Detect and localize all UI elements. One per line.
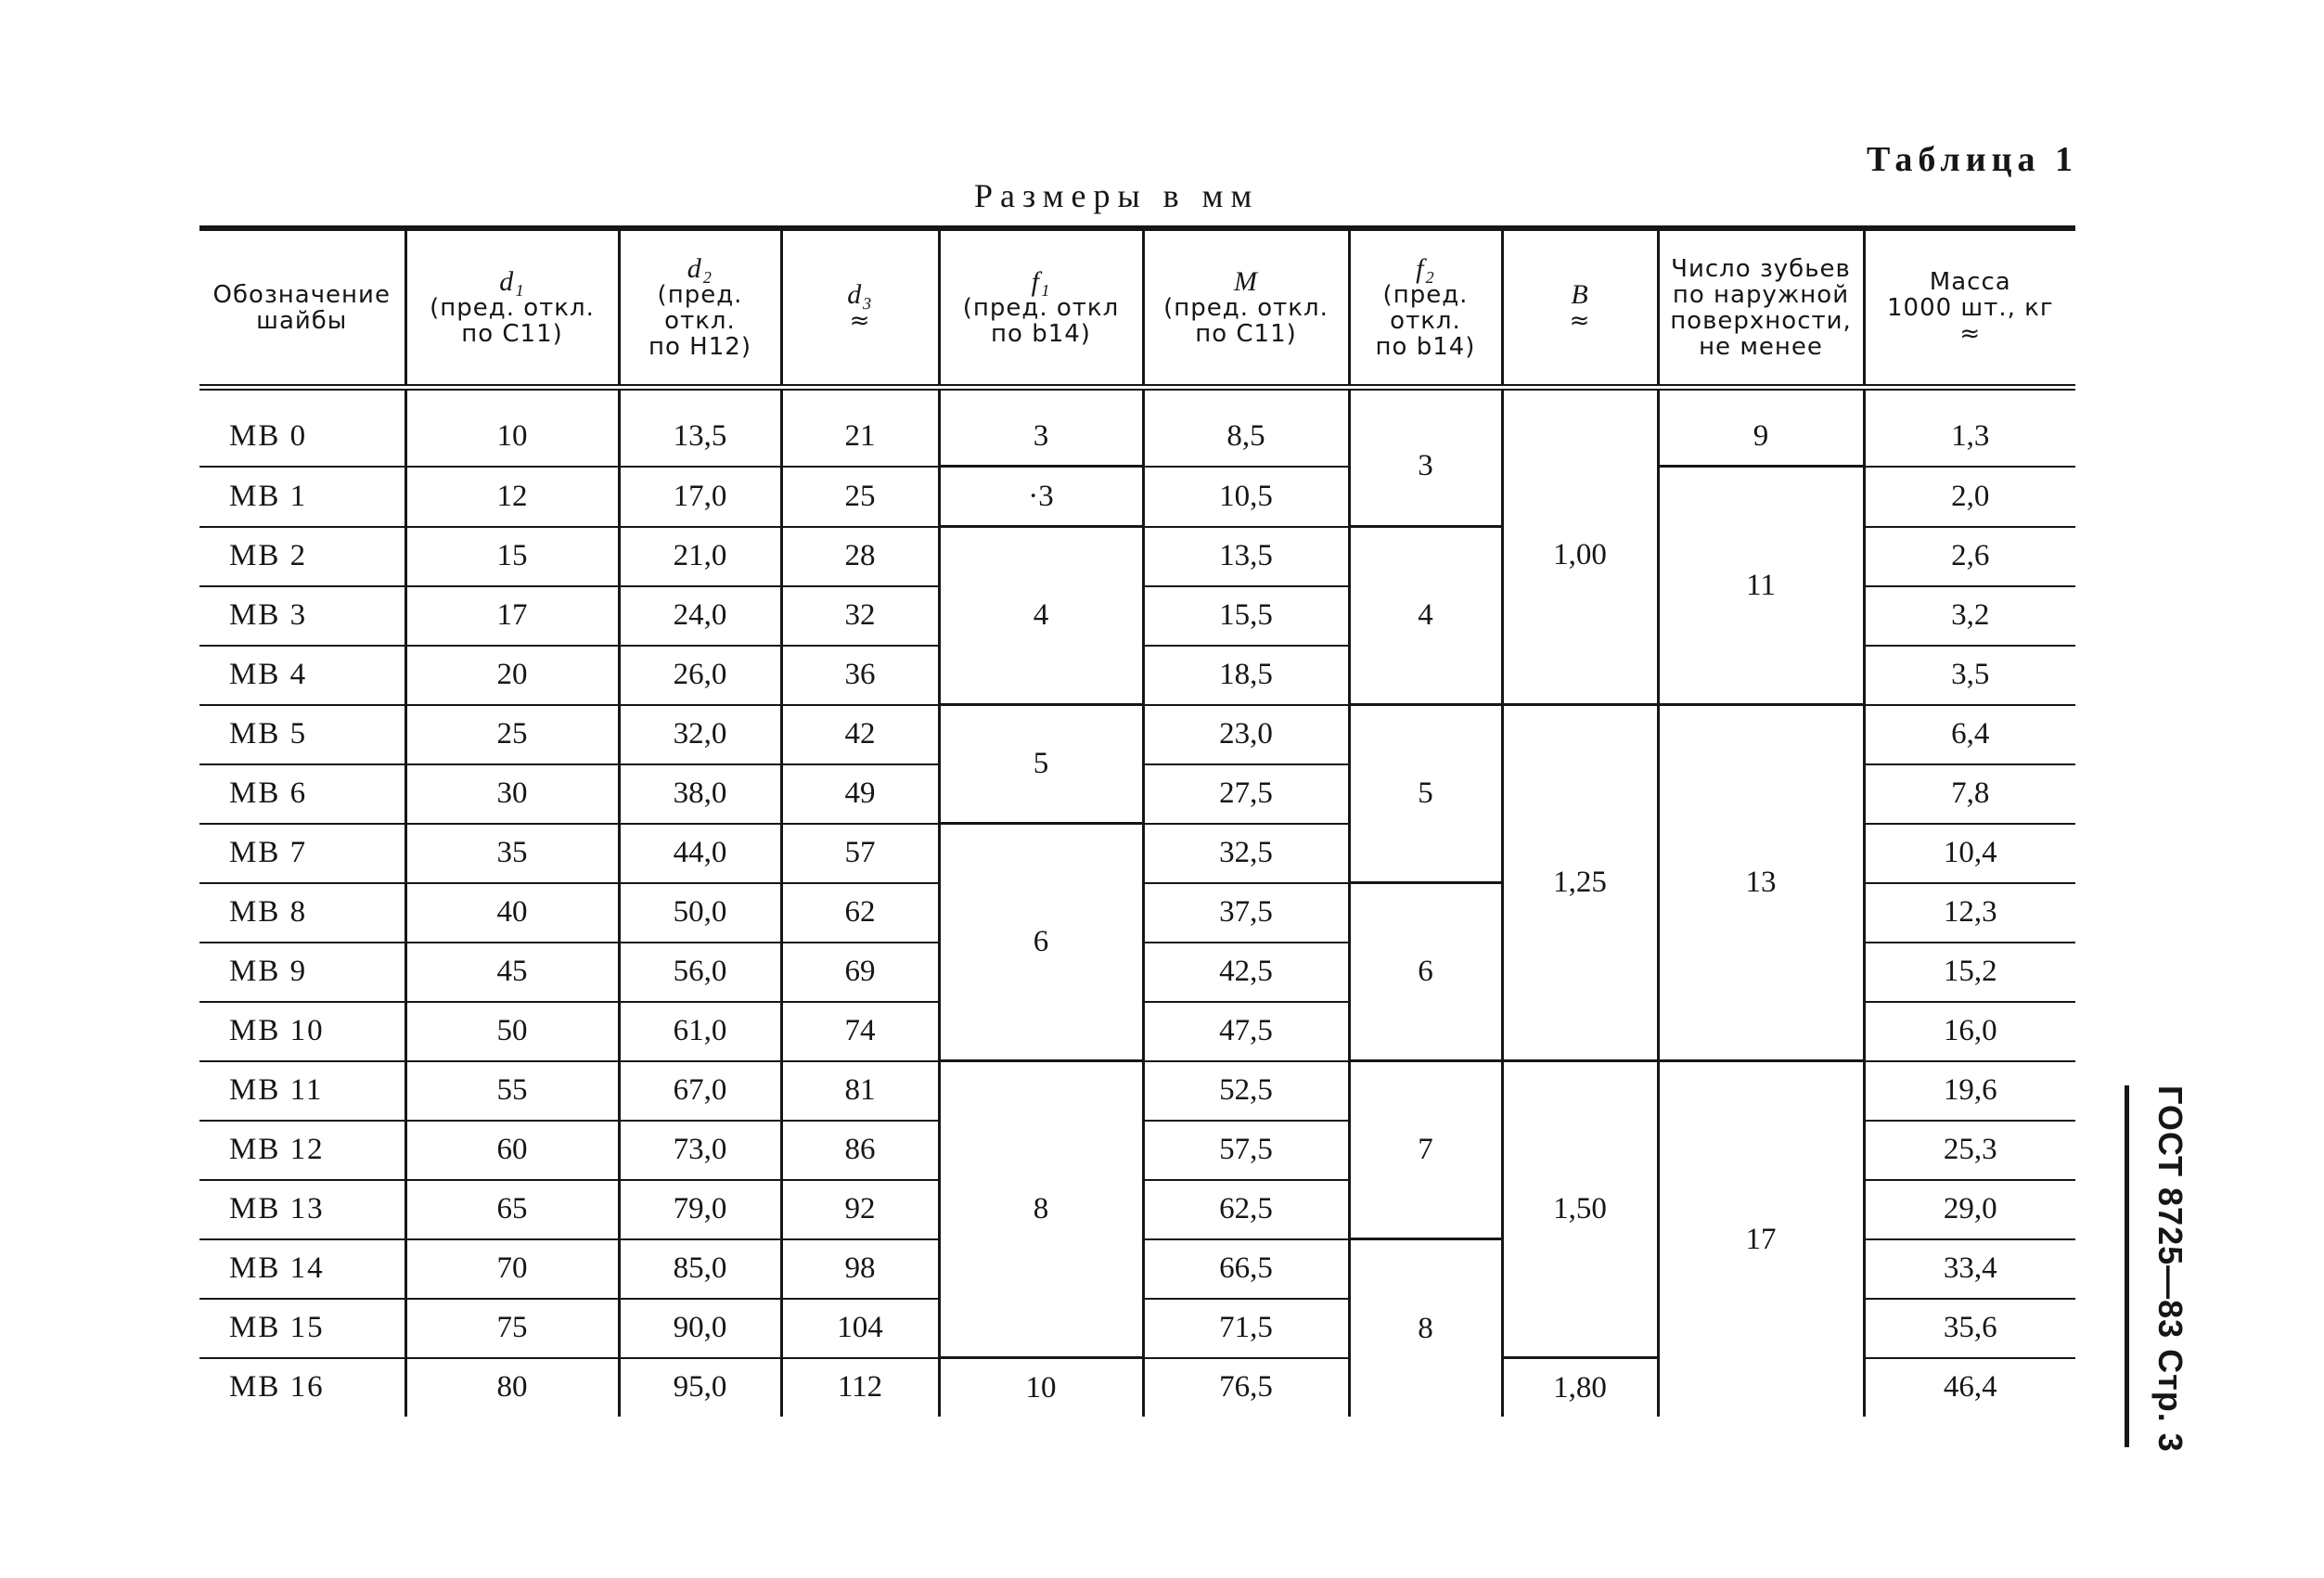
m-cell: 8,5 [1143,388,1349,467]
designation-cell: МВ 4 [199,646,405,705]
designation-cell: МВ 14 [199,1239,405,1299]
hdr-mass-line-3: ≈ [1959,319,1982,348]
designation-cell: МВ 13 [199,1180,405,1239]
hdr-b-line-1: B [1571,278,1589,310]
designation-cell: МВ 11 [199,1061,405,1121]
d1-cell: 75 [405,1299,619,1358]
d2-cell: 50,0 [619,883,781,943]
d3-cell: 92 [781,1180,939,1239]
table-row [199,705,2075,764]
hdr-teeth-line-1: Число зубьев [1671,254,1851,283]
mass-cell: 15,2 [1864,943,2075,1002]
side-label [2078,1085,2189,1453]
hdr-mass-line-2: 1000 шт., кг [1886,293,2054,322]
d2-cell: 38,0 [619,764,781,824]
d1-cell: 17 [405,586,619,646]
m-cell: 62,5 [1143,1180,1349,1239]
d3-cell: 112 [781,1358,939,1418]
side-label-text: ГОСТ 8725—83 Стр. 3 [2151,1085,2189,1453]
washer-dimensions-table [199,225,2075,1417]
mass-cell: 25,3 [1864,1121,2075,1180]
d3-cell: 81 [781,1061,939,1121]
mass-cell: 7,8 [1864,764,2075,824]
hdr-d3-line-2: ≈ [849,306,871,335]
designation-cell: МВ 3 [199,586,405,646]
b-cell: 1,50 [1502,1061,1658,1358]
f1-cell: ·3 [939,467,1143,527]
m-cell: 47,5 [1143,1002,1349,1061]
m-cell: 66,5 [1143,1239,1349,1299]
b-cell: 1,80 [1502,1358,1658,1418]
d2-cell: 21,0 [619,527,781,586]
hdr-d2-line-4: по H12) [648,332,751,361]
d3-cell: 62 [781,883,939,943]
d2-cell: 73,0 [619,1121,781,1180]
hdr-f2 [1349,228,1502,388]
m-cell: 71,5 [1143,1299,1349,1358]
d3-cell: 74 [781,1002,939,1061]
teeth-cell: 13 [1658,705,1864,1061]
b-cell: 1,25 [1502,705,1658,1061]
designation-cell: МВ 2 [199,527,405,586]
d2-cell: 26,0 [619,646,781,705]
hdr-d1-line-1: d₁ [499,265,525,297]
d1-cell: 10 [405,388,619,467]
mass-cell: 35,6 [1864,1299,2075,1358]
d3-cell: 32 [781,586,939,646]
designation-cell: МВ 9 [199,943,405,1002]
mass-cell: 46,4 [1864,1358,2075,1418]
d3-cell: 98 [781,1239,939,1299]
designation-cell: МВ 7 [199,824,405,883]
teeth-cell: 11 [1658,467,1864,705]
table-row [199,467,2075,527]
hdr-f1-line-2: (пред. откл [962,293,1120,322]
hdr-f2-line-2: (пред. [1382,280,1469,309]
units-caption: Размеры в мм [974,177,1260,214]
m-cell: 37,5 [1143,883,1349,943]
d2-cell: 17,0 [619,467,781,527]
d2-cell: 95,0 [619,1358,781,1418]
d1-cell: 60 [405,1121,619,1180]
hdr-d2 [619,228,781,388]
d1-cell: 45 [405,943,619,1002]
d1-cell: 70 [405,1239,619,1299]
designation-cell: МВ 15 [199,1299,405,1358]
hdr-teeth [1658,228,1864,388]
m-cell: 57,5 [1143,1121,1349,1180]
d1-cell: 65 [405,1180,619,1239]
hdr-b-line-2: ≈ [1569,306,1591,335]
hdr-designation-line-2: шайбы [256,306,348,335]
hdr-d2-line-2: (пред. [657,280,743,309]
d1-cell: 12 [405,467,619,527]
hdr-f1-line-1: f₁ [1031,265,1051,297]
mass-cell: 16,0 [1864,1002,2075,1061]
d2-cell: 61,0 [619,1002,781,1061]
d3-cell: 49 [781,764,939,824]
hdr-d1-line-2: (пред. откл. [430,293,595,322]
f2-cell: 3 [1349,388,1502,527]
table-title: Таблица 1 [1866,140,2078,179]
d1-cell: 80 [405,1358,619,1418]
m-cell: 15,5 [1143,586,1349,646]
d1-cell: 55 [405,1061,619,1121]
hdr-m-line-1: M [1234,265,1258,297]
f1-cell: 8 [939,1061,1143,1358]
hdr-d2-line-3: откл. [664,306,736,335]
d2-cell: 13,5 [619,388,781,467]
hdr-f2-line-3: откл. [1390,306,1461,335]
m-cell: 52,5 [1143,1061,1349,1121]
d3-cell: 86 [781,1121,939,1180]
d3-cell: 25 [781,467,939,527]
f1-cell: 10 [939,1358,1143,1418]
d1-cell: 35 [405,824,619,883]
d2-cell: 32,0 [619,705,781,764]
f2-cell: 7 [1349,1061,1502,1239]
d1-cell: 50 [405,1002,619,1061]
mass-cell: 3,2 [1864,586,2075,646]
mass-cell: 12,3 [1864,883,2075,943]
mass-cell: 33,4 [1864,1239,2075,1299]
hdr-mass-line-1: Масса [1929,267,2011,296]
f2-cell: 8 [1349,1239,1502,1418]
f1-cell: 3 [939,388,1143,467]
designation-cell: МВ 6 [199,764,405,824]
d2-cell: 44,0 [619,824,781,883]
table-row [199,1061,2075,1121]
hdr-f1-line-3: по b14) [991,319,1091,348]
designation-cell: МВ 16 [229,1370,325,1405]
designation-cell: МВ 5 [199,705,405,764]
f2-cell: 4 [1349,527,1502,705]
d2-cell: 90,0 [619,1299,781,1358]
hdr-f2-line-1: f₂ [1416,252,1435,284]
header-row [199,228,2075,388]
d3-cell: 42 [781,705,939,764]
m-cell: 13,5 [1143,527,1349,586]
teeth-cell: 17 [1658,1061,1864,1418]
hdr-mass [1864,228,2075,388]
d1-cell: 20 [405,646,619,705]
d3-cell: 104 [781,1299,939,1358]
d1-cell: 40 [405,883,619,943]
f1-cell: 6 [939,824,1143,1061]
d2-cell: 24,0 [619,586,781,646]
designation-cell: МВ 1 [199,467,405,527]
m-cell: 10,5 [1143,467,1349,527]
hdr-m-line-3: по C11) [1195,319,1297,348]
d3-cell: 57 [781,824,939,883]
m-cell: 27,5 [1143,764,1349,824]
mass-cell: 1,3 [1864,388,2075,467]
table-body [199,388,2075,1418]
mass-cell: 29,0 [1864,1180,2075,1239]
designation-cell: МВ 12 [199,1121,405,1180]
mass-cell: 19,6 [1864,1061,2075,1121]
hdr-b [1502,228,1658,388]
hdr-teeth-line-3: поверхности, [1670,306,1852,335]
hdr-designation-line-1: Обозначение [212,280,391,309]
d2-cell: 85,0 [619,1239,781,1299]
side-label-bar [2125,1085,2129,1447]
hdr-d3 [781,228,939,388]
hdr-d1-line-3: по C11) [461,319,563,348]
m-cell: 18,5 [1143,646,1349,705]
mass-cell: 3,5 [1864,646,2075,705]
hdr-designation [199,228,405,388]
f2-cell: 6 [1349,883,1502,1061]
hdr-m-line-2: (пред. откл. [1163,293,1329,322]
mass-cell: 2,6 [1864,527,2075,586]
m-cell: 76,5 [1143,1358,1349,1418]
hdr-m [1143,228,1349,388]
hdr-d2-line-1: d₂ [687,252,713,284]
d1-cell: 25 [405,705,619,764]
m-cell: 23,0 [1143,705,1349,764]
table-row [199,388,2075,467]
d2-cell: 56,0 [619,943,781,1002]
designation-cell: МВ 0 [199,388,405,467]
d1-cell: 15 [405,527,619,586]
hdr-d1 [405,228,619,388]
d1-cell: 30 [405,764,619,824]
hdr-teeth-line-2: по наружной [1672,280,1850,309]
hdr-d3-line-1: d₃ [847,278,873,310]
designation-cell: МВ 10 [199,1002,405,1061]
b-cell: 1,00 [1502,388,1658,705]
d2-cell: 67,0 [619,1061,781,1121]
f2-cell: 5 [1349,705,1502,883]
mass-cell: 10,4 [1864,824,2075,883]
designation-cell: МВ 8 [199,883,405,943]
d2-cell: 79,0 [619,1180,781,1239]
m-cell: 32,5 [1143,824,1349,883]
d3-cell: 69 [781,943,939,1002]
d3-cell: 28 [781,527,939,586]
hdr-f2-line-4: по b14) [1375,332,1476,361]
teeth-cell: 9 [1658,388,1864,467]
d3-cell: 21 [781,388,939,467]
mass-cell: 2,0 [1864,467,2075,527]
mass-cell: 6,4 [1864,705,2075,764]
f1-cell: 5 [939,705,1143,824]
m-cell: 42,5 [1143,943,1349,1002]
hdr-f1 [939,228,1143,388]
d3-cell: 36 [781,646,939,705]
f1-cell: 4 [939,527,1143,705]
hdr-teeth-line-4: не менее [1699,332,1823,361]
